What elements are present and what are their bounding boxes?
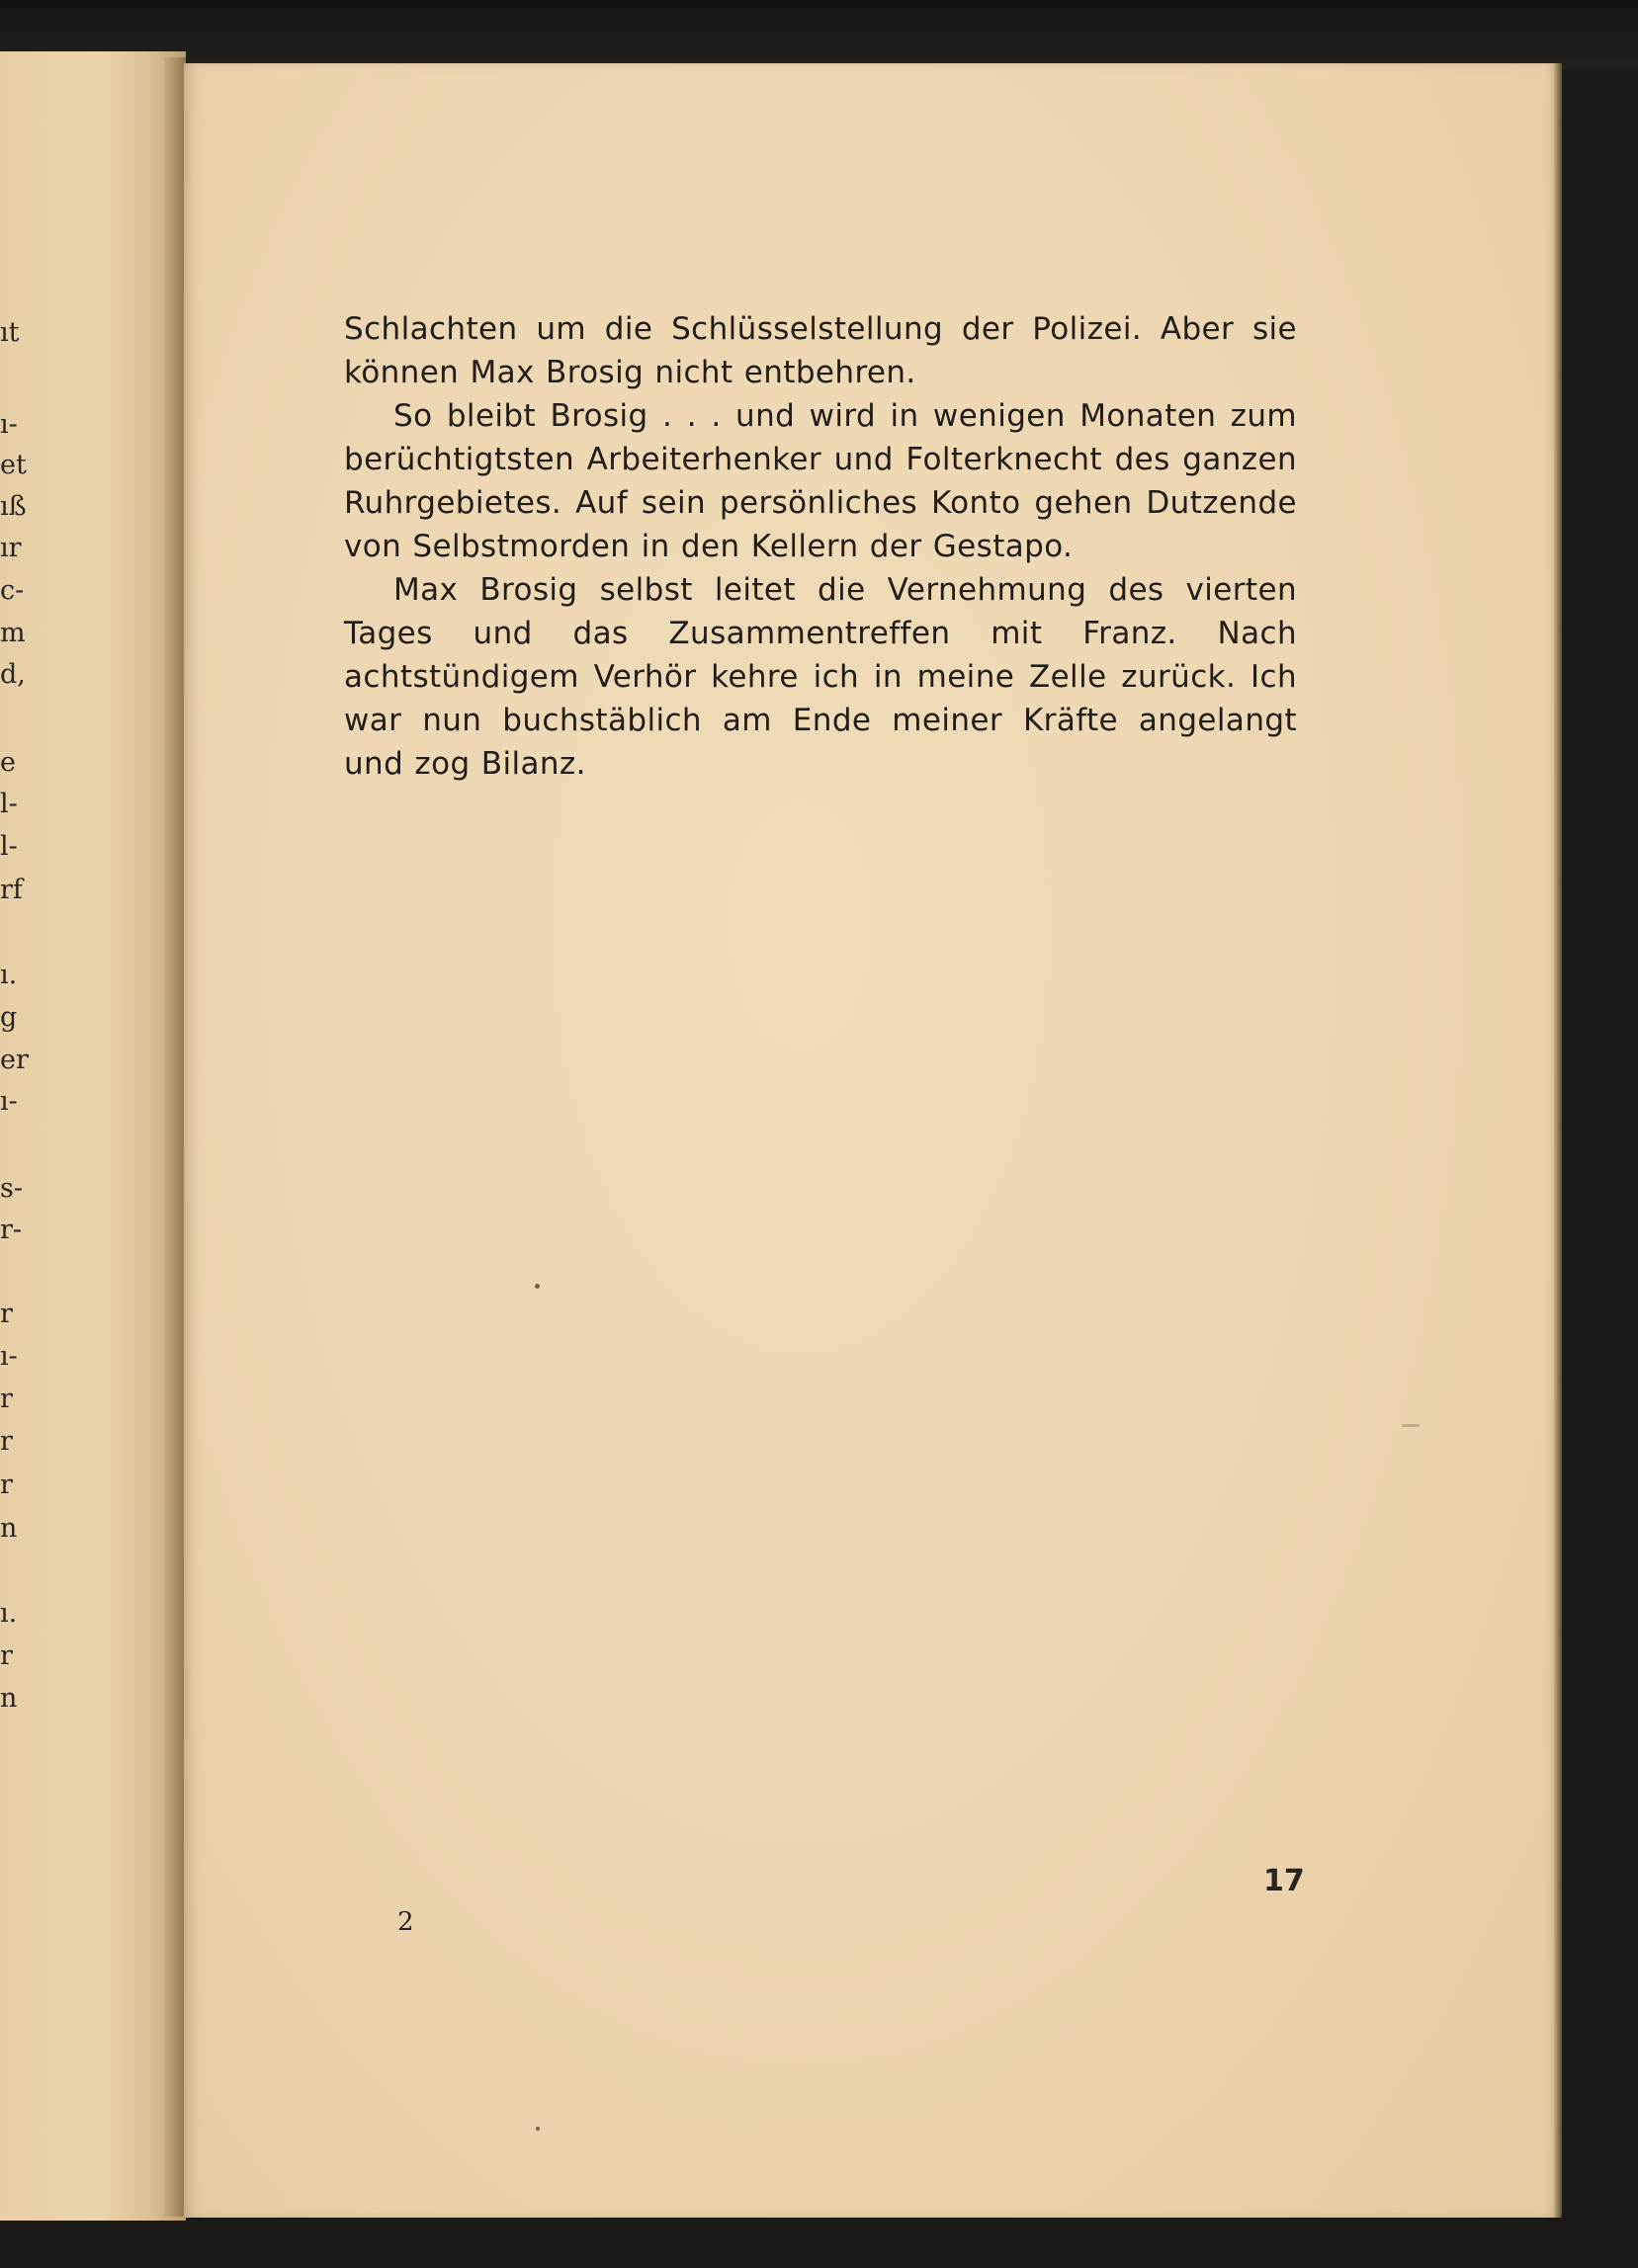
- left-page-fragment: ı-: [0, 1086, 18, 1117]
- paragraph: So bleibt Brosig . . . und wird in wenigen Monaten zum berüchtigtsten Arbeiterhenker und Folterknecht des ganzen Ruhrgebietes. Auf sein persönliches Konto gehen Dutzende von Selbstmorden in den Kellern der Gestapo.: [344, 398, 1297, 564]
- left-page-fragment: ıß: [0, 491, 27, 522]
- left-page-fragment: n: [0, 1683, 18, 1714]
- left-page-fragment: r: [0, 1640, 13, 1671]
- left-page-fragment: r-: [0, 1215, 23, 1245]
- paper-speck: [535, 1284, 540, 1289]
- paragraph: Schlachten um die Schlüsselstellung der Polizei. Aber sie können Max Brosig nicht entbehren.: [344, 311, 1297, 390]
- left-page-fragment: g: [0, 1002, 18, 1033]
- left-page-fragment: s-: [0, 1173, 23, 1204]
- left-page-fragment: rf: [0, 875, 23, 905]
- left-page-text-column: [0, 51, 138, 2221]
- left-page-fragment: d,: [0, 659, 26, 690]
- left-page-fragment: c-: [0, 575, 25, 606]
- left-page-fragment: ı.: [0, 960, 18, 990]
- scan-backdrop: [0, 0, 1638, 69]
- left-page-fragment: ıt: [0, 317, 20, 348]
- left-page-fragment: et: [0, 450, 27, 480]
- body-text: [344, 307, 1297, 786]
- left-page-fragment: ı.: [0, 1598, 18, 1629]
- left-page-fragment: n: [0, 1513, 18, 1544]
- book-gutter: [164, 57, 186, 2217]
- page-number: 17: [1263, 1864, 1305, 1898]
- paper-speck: [1402, 1424, 1420, 1427]
- left-page-fragment: l-: [0, 831, 18, 862]
- left-page-fragment: r: [0, 1384, 13, 1414]
- paper-speck: [536, 2127, 540, 2131]
- left-page-fragment: ı-: [0, 1341, 18, 1372]
- left-page-fragment: e: [0, 747, 16, 778]
- left-page-fragment: l-: [0, 789, 18, 819]
- paragraph: Max Brosig selbst leitet die Vernehmung des vierten Tages und das Zusammentreffen mit Franz. Nach achtstündigem Verhör kehre ich in meine Zelle zurück. Ich war nun buchstäblich am Ende meiner Kräfte angelangt und zog Bilanz.: [344, 572, 1297, 782]
- left-page-fragment: r: [0, 1299, 13, 1329]
- left-page-fragment: m: [0, 618, 26, 648]
- left-page-fragment: er: [0, 1045, 29, 1075]
- signature-mark: 2: [397, 1907, 414, 1937]
- left-page-fragment: ır: [0, 533, 22, 563]
- page-edge: [1554, 63, 1562, 2218]
- left-page-fragment: r: [0, 1426, 13, 1457]
- left-page: [0, 51, 186, 2221]
- left-page-fragment: r: [0, 1470, 13, 1500]
- left-page-fragment: ı-: [0, 409, 18, 440]
